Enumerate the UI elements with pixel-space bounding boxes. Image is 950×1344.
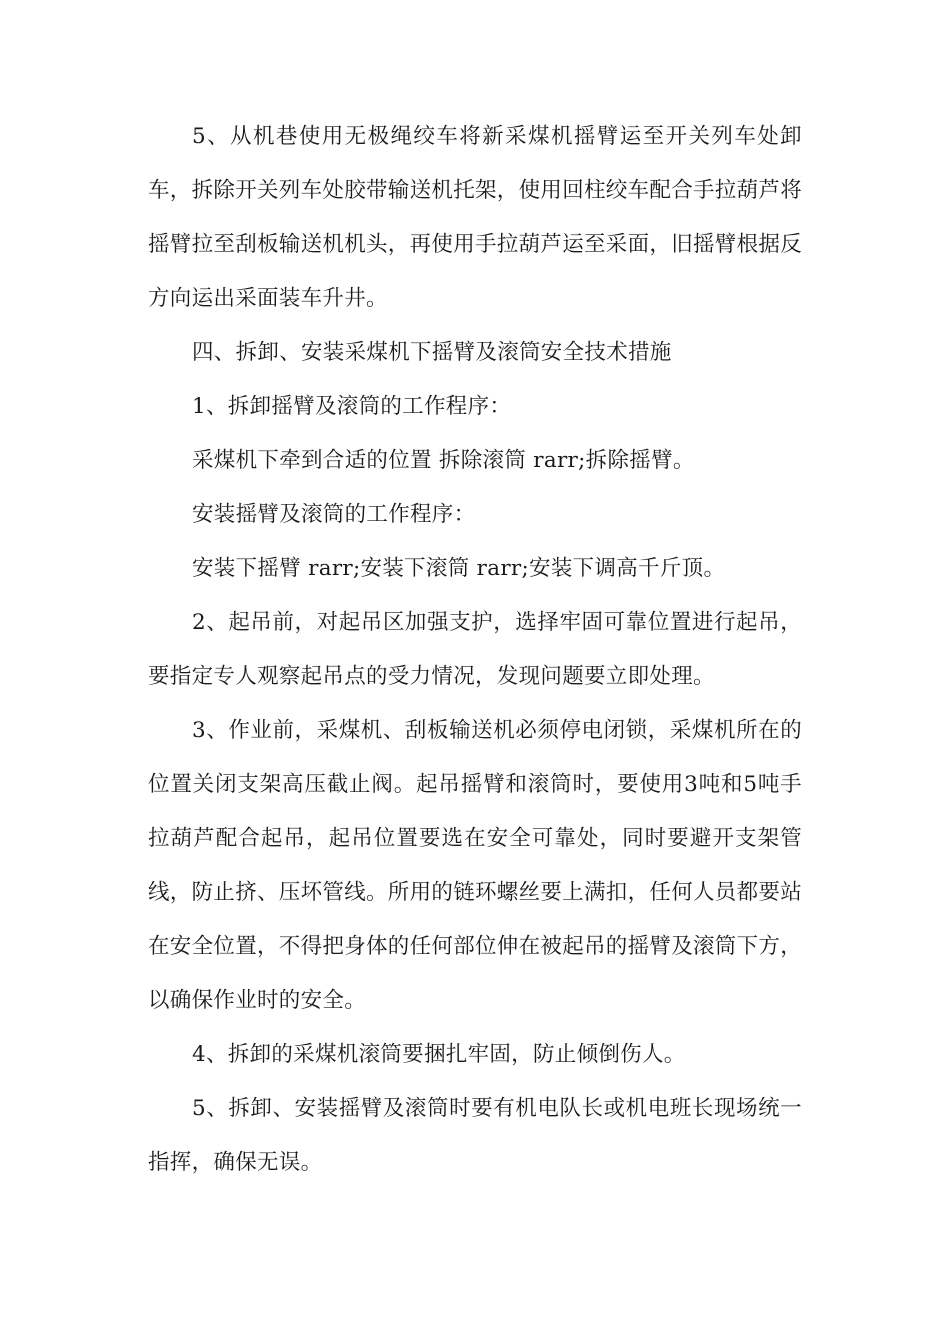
paragraph-item-3: 3、作业前，采煤机、刮板输送机必须停电闭锁，采煤机所在的位置关闭支架高压截止阀。起吊摇臂和滚筒时，要使用3吨和5吨手拉葫芦配合起吊，起吊位置要选在安全可靠处，同时要避开支架管线，防止挤、压坏管线。所用的链环螺丝要上满扣，任何人员都要站在安全位置，不得把身体的任何部位伸在被起吊的摇臂及滚筒下方，以确保作业时的安全。 bbox=[148, 718, 803, 1013]
paragraph-item-5: 5、拆卸、安装摇臂及滚筒时要有机电队长或机电班长现场统一指挥，确保无误。 bbox=[148, 1096, 802, 1175]
document-body bbox=[148, 110, 802, 1190]
paragraph-procedure-removal-title: 1、拆卸摇臂及滚筒的工作程序： bbox=[192, 394, 512, 419]
paragraph-item-2: 2、起吊前，对起吊区加强支护，选择牢固可靠位置进行起吊，要指定专人观察起吊点的受力情况，发现问题要立即处理。 bbox=[148, 610, 802, 689]
paragraph-item-4: 4、拆卸的采煤机滚筒要捆扎牢固，防止倾倒伤人。 bbox=[192, 1042, 686, 1067]
paragraph-1: 5、从机巷使用无极绳绞车将新采煤机摇臂运至开关列车处卸车，拆除开关列车处胶带输送机托架，使用回柱绞车配合手拉葫芦将摇臂拉至刮板输送机机头，再使用手拉葫芦运至采面，旧摇臂根据反方向运出采面装车升井。 bbox=[148, 124, 803, 311]
paragraph-procedure-install-title: 安装摇臂及滚筒的工作程序： bbox=[192, 502, 476, 527]
paragraph-procedure-install-steps: 安装下摇臂 rarr;安装下滚筒 rarr;安装下调高千斤顶。 bbox=[192, 556, 726, 581]
section-heading: 四、拆卸、安装采煤机下摇臂及滚筒安全技术措施 bbox=[192, 340, 672, 365]
paragraph-procedure-removal-steps: 采煤机下牵到合适的位置 拆除滚筒 rarr;拆除摇臂。 bbox=[192, 448, 695, 473]
